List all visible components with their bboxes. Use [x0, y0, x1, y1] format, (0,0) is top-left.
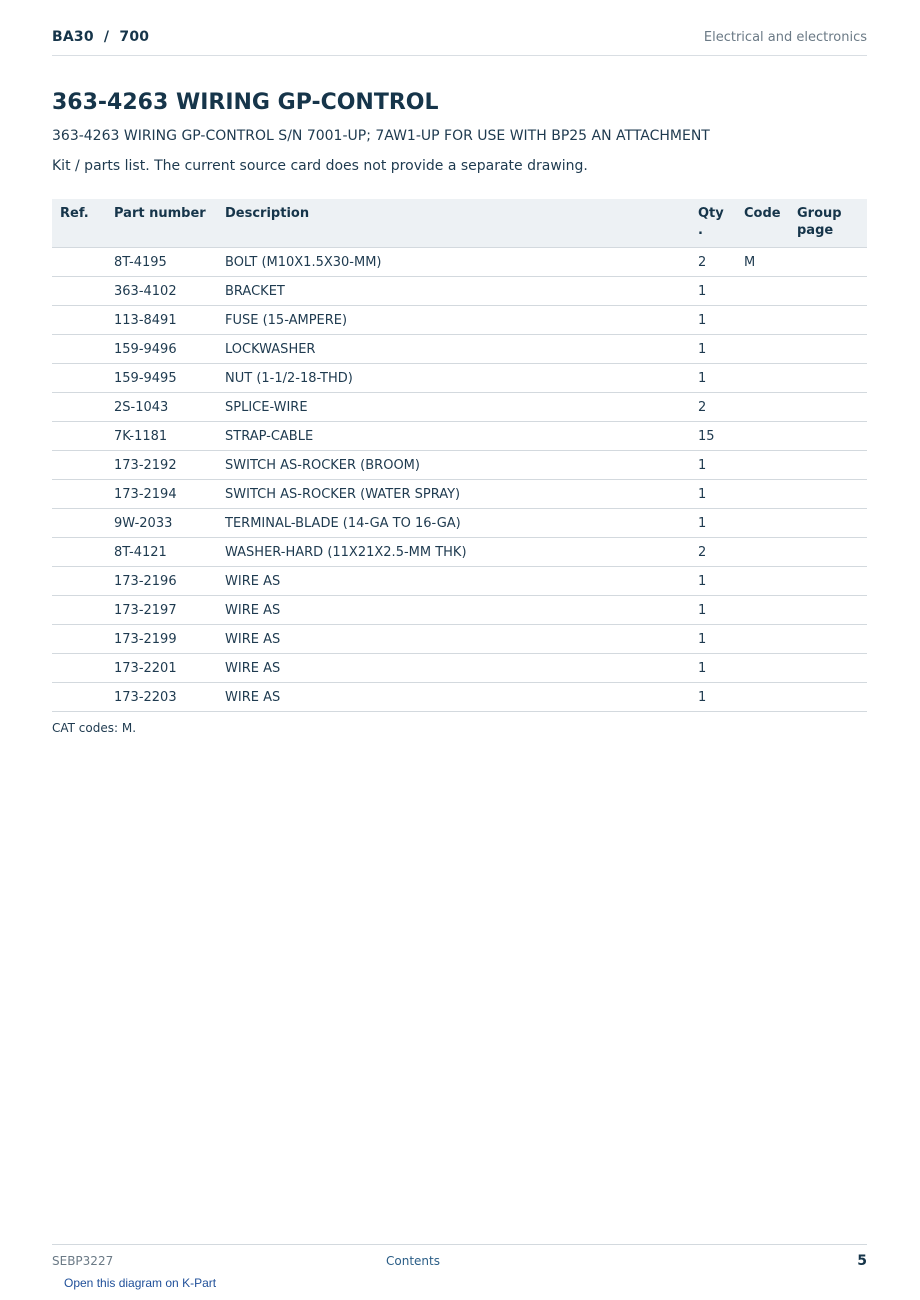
cell-ref	[52, 625, 106, 654]
cell-qty: 1	[690, 364, 736, 393]
cell-part-number: 173-2194	[106, 480, 217, 509]
cell-code: M	[736, 248, 789, 277]
cell-group-page	[789, 596, 867, 625]
cell-part-number: 173-2196	[106, 567, 217, 596]
cell-part-number: 159-9496	[106, 335, 217, 364]
cell-part-number: 9W-2033	[106, 509, 217, 538]
cell-ref	[52, 451, 106, 480]
cell-qty: 2	[690, 248, 736, 277]
cell-part-number: 2S-1043	[106, 393, 217, 422]
cell-qty: 15	[690, 422, 736, 451]
cell-part-number: 159-9495	[106, 364, 217, 393]
model-label: BA30 / 700	[52, 29, 150, 45]
cell-code	[736, 422, 789, 451]
table-row	[52, 596, 867, 625]
col-part-number: Part number	[106, 199, 217, 248]
cell-code	[736, 654, 789, 683]
table-row	[52, 567, 867, 596]
cell-qty: 2	[690, 538, 736, 567]
cell-qty: 1	[690, 277, 736, 306]
cell-group-page	[789, 306, 867, 335]
cell-part-number: 7K-1181	[106, 422, 217, 451]
cell-group-page	[789, 451, 867, 480]
cell-description: WIRE AS	[217, 683, 690, 712]
cell-description: LOCKWASHER	[217, 335, 690, 364]
cell-description: SWITCH AS-ROCKER (WATER SPRAY)	[217, 480, 690, 509]
cell-ref	[52, 480, 106, 509]
cell-description: NUT (1-1/2-18-THD)	[217, 364, 690, 393]
cell-description: WIRE AS	[217, 654, 690, 683]
cell-group-page	[789, 422, 867, 451]
cell-qty: 1	[690, 596, 736, 625]
table-row	[52, 364, 867, 393]
cell-group-page	[789, 364, 867, 393]
cell-code	[736, 509, 789, 538]
cell-group-page	[789, 683, 867, 712]
table-row	[52, 625, 867, 654]
cell-group-page	[789, 393, 867, 422]
cell-group-page	[789, 567, 867, 596]
table-row	[52, 480, 867, 509]
cell-qty: 1	[690, 451, 736, 480]
cell-ref	[52, 596, 106, 625]
cell-code	[736, 451, 789, 480]
cell-code	[736, 480, 789, 509]
cell-part-number: 173-2203	[106, 683, 217, 712]
col-qty: Qty .	[690, 199, 736, 248]
cell-code	[736, 683, 789, 712]
cell-code	[736, 538, 789, 567]
table-row	[52, 248, 867, 277]
cell-ref	[52, 277, 106, 306]
col-code: Code	[736, 199, 789, 248]
cell-description: WIRE AS	[217, 625, 690, 654]
cell-code	[736, 596, 789, 625]
cell-ref	[52, 654, 106, 683]
cell-code	[736, 277, 789, 306]
header-row	[52, 199, 867, 248]
table-row	[52, 451, 867, 480]
cell-part-number: 113-8491	[106, 306, 217, 335]
cell-group-page	[789, 654, 867, 683]
cell-description: SPLICE-WIRE	[217, 393, 690, 422]
cell-ref	[52, 509, 106, 538]
cell-description: FUSE (15-AMPERE)	[217, 306, 690, 335]
table-row	[52, 335, 867, 364]
cell-code	[736, 364, 789, 393]
table-row	[52, 509, 867, 538]
cell-ref	[52, 306, 106, 335]
cell-description: TERMINAL-BLADE (14-GA TO 16-GA)	[217, 509, 690, 538]
document-id: SEBP3227	[52, 1254, 114, 1268]
cell-code	[736, 393, 789, 422]
cell-description: WIRE AS	[217, 567, 690, 596]
cell-group-page	[789, 538, 867, 567]
cell-ref	[52, 393, 106, 422]
cell-description: STRAP-CABLE	[217, 422, 690, 451]
cell-code	[736, 567, 789, 596]
cell-ref	[52, 248, 106, 277]
table-row	[52, 306, 867, 335]
cell-qty: 1	[690, 683, 736, 712]
cell-code	[736, 306, 789, 335]
page-subtitle: 363-4263 WIRING GP-CONTROL S/N 7001-UP; 7AW1-UP FOR USE WITH BP25 AN ATTACHMENT	[52, 128, 710, 144]
cell-part-number: 8T-4195	[106, 248, 217, 277]
col-group-page: Group page	[789, 199, 867, 248]
cell-ref	[52, 567, 106, 596]
cell-qty: 1	[690, 480, 736, 509]
cell-group-page	[789, 248, 867, 277]
table-row	[52, 422, 867, 451]
cell-qty: 1	[690, 625, 736, 654]
cell-qty: 1	[690, 567, 736, 596]
col-ref: Ref.	[52, 199, 106, 248]
cell-part-number: 173-2199	[106, 625, 217, 654]
cell-group-page	[789, 277, 867, 306]
parts-table-header	[52, 199, 867, 248]
cell-part-number: 173-2197	[106, 596, 217, 625]
cell-part-number: 173-2192	[106, 451, 217, 480]
cell-ref	[52, 538, 106, 567]
parts-table-body	[52, 248, 867, 712]
table-row	[52, 393, 867, 422]
kpart-diagram-link[interactable]: Open this diagram on K-Part	[64, 1276, 217, 1290]
section-label: Electrical and electronics	[703, 30, 867, 45]
page-note: Kit / parts list. The current source card does not provide a separate drawing.	[52, 158, 588, 174]
cell-part-number: 8T-4121	[106, 538, 217, 567]
page-header	[52, 29, 867, 56]
cell-description: BRACKET	[217, 277, 690, 306]
cell-group-page	[789, 480, 867, 509]
cell-description: BOLT (M10X1.5X30-MM)	[217, 248, 690, 277]
cell-qty: 1	[690, 306, 736, 335]
cell-ref	[52, 364, 106, 393]
cell-qty: 2	[690, 393, 736, 422]
cell-group-page	[789, 509, 867, 538]
cell-ref	[52, 683, 106, 712]
cell-ref	[52, 422, 106, 451]
table-row	[52, 654, 867, 683]
table-row	[52, 538, 867, 567]
cell-part-number: 173-2201	[106, 654, 217, 683]
page-footer	[52, 1244, 867, 1269]
cell-description: WASHER-HARD (11X21X2.5-MM THK)	[217, 538, 690, 567]
cell-part-number: 363-4102	[106, 277, 217, 306]
page-title: 363-4263 WIRING GP-CONTROL	[52, 90, 439, 115]
cell-qty: 1	[690, 654, 736, 683]
cat-codes: CAT codes: M.	[52, 721, 137, 735]
cell-code	[736, 625, 789, 654]
cell-description: SWITCH AS-ROCKER (BROOM)	[217, 451, 690, 480]
table-row	[52, 277, 867, 306]
contents-link[interactable]: Contents	[386, 1254, 440, 1268]
parts-table	[52, 199, 867, 712]
cell-code	[736, 335, 789, 364]
cell-qty: 1	[690, 509, 736, 538]
cell-group-page	[789, 335, 867, 364]
col-description: Description	[217, 199, 690, 248]
cell-group-page	[789, 625, 867, 654]
page-number: 5	[857, 1253, 867, 1269]
cell-description: WIRE AS	[217, 596, 690, 625]
cell-ref	[52, 335, 106, 364]
table-row	[52, 683, 867, 712]
cell-qty: 1	[690, 335, 736, 364]
